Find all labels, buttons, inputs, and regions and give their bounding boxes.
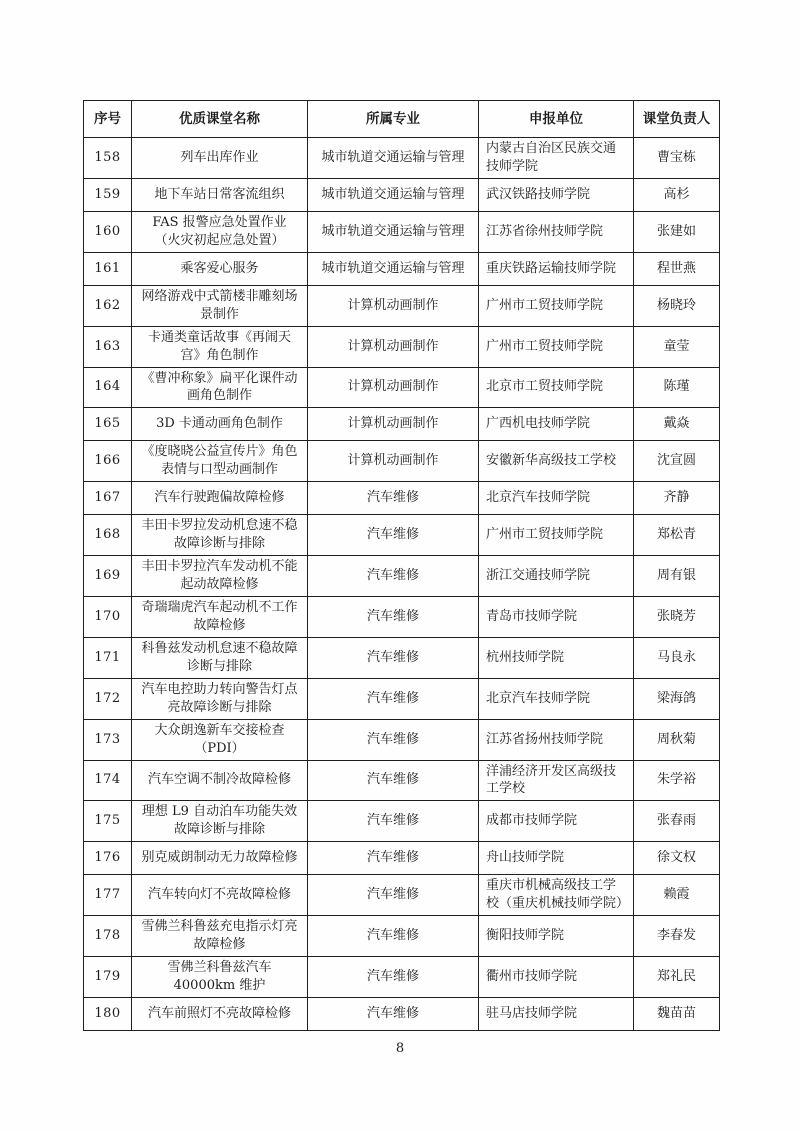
cell-index: 178 [84,916,132,957]
cell-major: 汽车维修 [308,997,479,1030]
table-row [84,719,720,760]
cell-unit: 北京汽车技师学院 [479,482,634,515]
cell-major: 汽车维修 [308,482,479,515]
table-row [84,178,720,211]
cell-major: 汽车维修 [308,760,479,801]
cell-index: 164 [84,367,132,408]
cell-major: 城市轨道交通运输与管理 [308,211,479,252]
col-header-major: 所属专业 [308,101,479,138]
cell-leader: 张建如 [634,211,720,252]
cell-index: 174 [84,760,132,801]
table-row [84,252,720,285]
table-row [84,678,720,719]
cell-index: 176 [84,842,132,875]
cell-major: 汽车维修 [308,842,479,875]
cell-major: 汽车维修 [308,597,479,638]
cell-leader: 张晓芳 [634,597,720,638]
cell-unit: 洋浦经济开发区高级技工学校 [479,760,634,801]
cell-course-name: 汽车行驶跑偏故障检修 [132,482,308,515]
table-row [84,441,720,482]
cell-unit: 重庆铁路运输技师学院 [479,252,634,285]
cell-major: 城市轨道交通运输与管理 [308,178,479,211]
course-table [83,100,720,1031]
cell-leader: 周秋菊 [634,719,720,760]
cell-leader: 沈宣圆 [634,441,720,482]
cell-major: 汽车维修 [308,678,479,719]
cell-index: 166 [84,441,132,482]
cell-major: 汽车维修 [308,957,479,998]
cell-major: 汽车维修 [308,556,479,597]
cell-course-name: 地下车站日常客流组织 [132,178,308,211]
cell-unit: 成都市技师学院 [479,801,634,842]
cell-course-name: 网络游戏中式箭楼非雕刻场景制作 [132,285,308,326]
table-row [84,482,720,515]
table-row [84,637,720,678]
cell-course-name: 卡通类童话故事《再闹天宫》角色制作 [132,326,308,367]
table-row [84,408,720,441]
cell-leader: 赖霞 [634,875,720,916]
cell-major: 计算机动画制作 [308,285,479,326]
cell-major: 计算机动画制作 [308,441,479,482]
cell-index: 177 [84,875,132,916]
cell-index: 180 [84,997,132,1030]
cell-leader: 郑礼民 [634,957,720,998]
table-row [84,760,720,801]
table-row [84,597,720,638]
cell-unit: 衢州市技师学院 [479,957,634,998]
cell-course-name: 奇瑞瑞虎汽车起动机不工作故障检修 [132,597,308,638]
table-row [84,367,720,408]
cell-unit: 衡阳技师学院 [479,916,634,957]
cell-index: 170 [84,597,132,638]
cell-unit: 广州市工贸技师学院 [479,285,634,326]
cell-unit: 舟山技师学院 [479,842,634,875]
cell-major: 汽车维修 [308,719,479,760]
cell-index: 158 [84,138,132,179]
cell-major: 汽车维修 [308,637,479,678]
cell-index: 179 [84,957,132,998]
cell-index: 163 [84,326,132,367]
cell-major: 汽车维修 [308,515,479,556]
cell-leader: 徐文权 [634,842,720,875]
cell-leader: 童莹 [634,326,720,367]
cell-course-name: FAS 报警应急处置作业（火灾初起应急处置） [132,211,308,252]
cell-unit: 浙江交通技师学院 [479,556,634,597]
cell-course-name: 乘客爱心服务 [132,252,308,285]
cell-course-name: 雪佛兰科鲁兹充电指示灯亮故障检修 [132,916,308,957]
cell-course-name: 汽车前照灯不亮故障检修 [132,997,308,1030]
cell-index: 167 [84,482,132,515]
cell-course-name: 理想 L9 自动泊车功能失效故障诊断与排除 [132,801,308,842]
table-row [84,515,720,556]
cell-index: 173 [84,719,132,760]
cell-unit: 广西机电技师学院 [479,408,634,441]
table-row [84,211,720,252]
cell-course-name: 大众朗逸新车交接检查（PDI） [132,719,308,760]
cell-unit: 北京市工贸技师学院 [479,367,634,408]
col-header-course-name: 优质课堂名称 [132,101,308,138]
cell-leader: 李春发 [634,916,720,957]
cell-unit: 驻马店技师学院 [479,997,634,1030]
col-header-leader: 课堂负责人 [634,101,720,138]
cell-course-name: 《度晓晓公益宣传片》角色表情与口型动画制作 [132,441,308,482]
cell-course-name: 3D 卡通动画角色制作 [132,408,308,441]
cell-index: 168 [84,515,132,556]
cell-unit: 青岛市技师学院 [479,597,634,638]
table-row [84,916,720,957]
table-row [84,997,720,1030]
cell-index: 161 [84,252,132,285]
cell-leader: 高杉 [634,178,720,211]
cell-index: 162 [84,285,132,326]
cell-index: 165 [84,408,132,441]
cell-unit: 杭州技师学院 [479,637,634,678]
cell-leader: 张春雨 [634,801,720,842]
cell-unit: 武汉铁路技师学院 [479,178,634,211]
cell-unit: 江苏省扬州技师学院 [479,719,634,760]
cell-leader: 戴焱 [634,408,720,441]
table-row [84,842,720,875]
cell-major: 汽车维修 [308,875,479,916]
cell-leader: 齐静 [634,482,720,515]
cell-unit: 广州市工贸技师学院 [479,515,634,556]
cell-course-name: 汽车电控助力转向警告灯点亮故障诊断与排除 [132,678,308,719]
table-row [84,556,720,597]
cell-course-name: 丰田卡罗拉汽车发动机不能起动故障检修 [132,556,308,597]
cell-unit: 北京汽车技师学院 [479,678,634,719]
cell-leader: 梁海鸽 [634,678,720,719]
table-row [84,875,720,916]
page-number: 8 [395,1041,405,1056]
col-header-unit: 申报单位 [479,101,634,138]
cell-course-name: 汽车空调不制冷故障检修 [132,760,308,801]
table-row [84,801,720,842]
cell-leader: 魏苗苗 [634,997,720,1030]
table-row [84,957,720,998]
cell-leader: 周有银 [634,556,720,597]
cell-course-name: 雪佛兰科鲁兹汽车 40000km 维护 [132,957,308,998]
cell-leader: 曹宝栋 [634,138,720,179]
cell-unit: 重庆市机械高级技工学校（重庆机械技师学院） [479,875,634,916]
cell-unit: 江苏省徐州技师学院 [479,211,634,252]
cell-index: 172 [84,678,132,719]
table-row [84,285,720,326]
cell-index: 160 [84,211,132,252]
cell-major: 汽车维修 [308,801,479,842]
cell-major: 计算机动画制作 [308,326,479,367]
cell-course-name: 科鲁兹发动机怠速不稳故障诊断与排除 [132,637,308,678]
cell-course-name: 别克威朗制动无力故障检修 [132,842,308,875]
table-header-row [84,101,720,138]
cell-major: 城市轨道交通运输与管理 [308,138,479,179]
cell-index: 175 [84,801,132,842]
cell-leader: 郑松青 [634,515,720,556]
cell-leader: 朱学裕 [634,760,720,801]
cell-unit: 内蒙古自治区民族交通技师学院 [479,138,634,179]
cell-leader: 程世燕 [634,252,720,285]
cell-course-name: 列车出库作业 [132,138,308,179]
cell-index: 169 [84,556,132,597]
cell-leader: 马良永 [634,637,720,678]
col-header-no: 序号 [84,101,132,138]
cell-course-name: 《曹冲称象》扁平化课件动画角色制作 [132,367,308,408]
cell-index: 159 [84,178,132,211]
cell-course-name: 汽车转向灯不亮故障检修 [132,875,308,916]
cell-major: 计算机动画制作 [308,367,479,408]
cell-index: 171 [84,637,132,678]
cell-major: 汽车维修 [308,916,479,957]
cell-unit: 广州市工贸技师学院 [479,326,634,367]
cell-course-name: 丰田卡罗拉发动机怠速不稳故障诊断与排除 [132,515,308,556]
cell-leader: 杨晓玲 [634,285,720,326]
cell-unit: 安徽新华高级技工学校 [479,441,634,482]
table-row [84,138,720,179]
table-row [84,326,720,367]
cell-major: 计算机动画制作 [308,408,479,441]
cell-leader: 陈瑾 [634,367,720,408]
cell-major: 城市轨道交通运输与管理 [308,252,479,285]
